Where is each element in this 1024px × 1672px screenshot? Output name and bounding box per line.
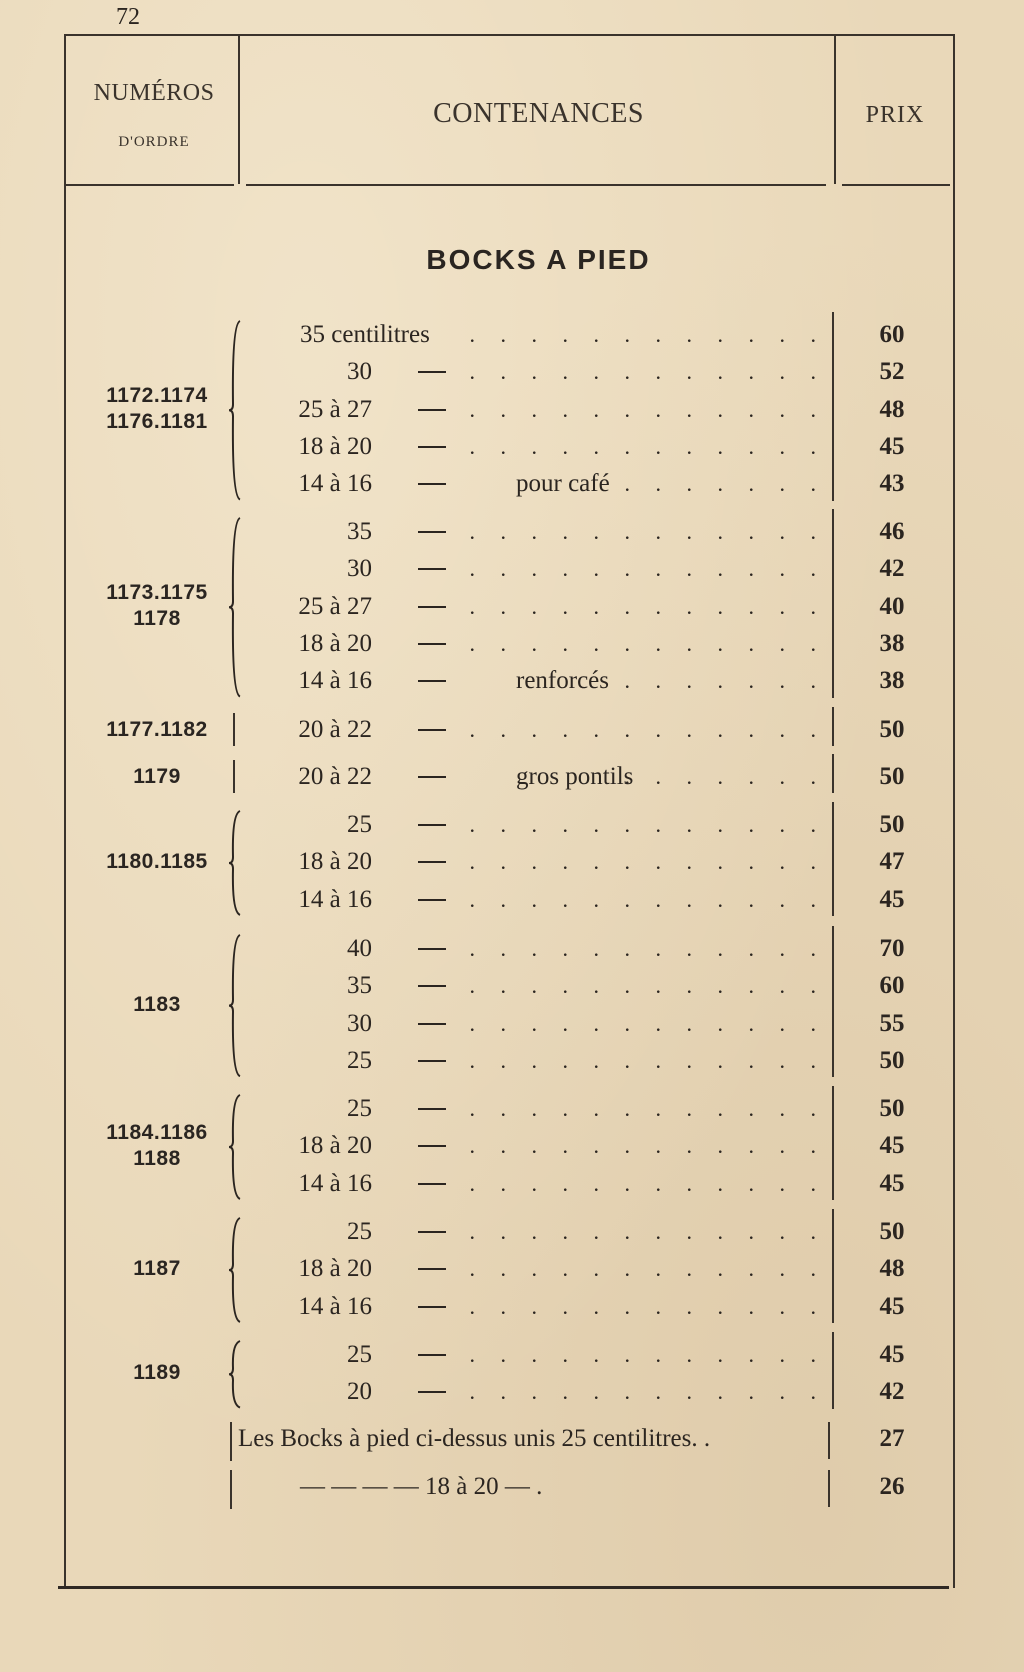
price: 26	[879, 1473, 905, 1500]
table-row	[0, 588, 1024, 625]
capacity: 25	[347, 1046, 372, 1074]
header-divider-left	[238, 36, 240, 184]
capacity: 30	[347, 1009, 372, 1037]
table-row	[0, 550, 1024, 587]
order-number-line: 1180.1185	[106, 849, 208, 873]
price: 48	[879, 1255, 905, 1283]
price-divider	[828, 1422, 830, 1459]
note-text: Les Bocks à pied ci-dessus unis 25 centilitres. .	[238, 1425, 711, 1452]
dot-leader: . . . . . . . . . . . .	[469, 556, 826, 582]
table-row	[0, 1165, 1024, 1202]
header-bottom-rule-2	[246, 184, 826, 186]
dash-mark	[418, 409, 446, 411]
dash-mark	[418, 899, 446, 901]
dot-leader: . . . . . . . . . . . .	[469, 1010, 826, 1036]
capacity: 25 à 27	[298, 592, 372, 620]
capacity: 18 à 20	[298, 629, 372, 657]
dash-mark	[418, 606, 446, 608]
section-title: BOCKS A PIED	[426, 244, 651, 275]
header-prix: PRIX	[865, 102, 925, 128]
table-row	[0, 465, 1024, 502]
dash-mark	[418, 531, 446, 533]
header-ordre: D'ORDRE	[118, 134, 190, 150]
header-bottom-rule-1	[66, 184, 234, 186]
price: 60	[879, 972, 905, 1000]
dash-mark	[418, 1145, 446, 1147]
capacity: 25 à 27	[298, 395, 372, 423]
dot-leader: . . . . . . . . . . . .	[469, 1379, 826, 1405]
order-number-line: 1176.1181	[106, 410, 208, 434]
dash-mark	[418, 371, 446, 373]
note-row	[0, 1420, 1024, 1457]
note-row	[0, 1468, 1024, 1505]
capacity: 30	[347, 555, 372, 583]
capacity: 18 à 20	[298, 432, 372, 460]
table-row	[0, 758, 1024, 795]
dot-leader: . . . . . . .	[624, 668, 826, 694]
dash-mark	[418, 1023, 446, 1025]
dash-mark	[418, 1391, 446, 1393]
price: 45	[879, 885, 905, 913]
price: 45	[879, 1132, 905, 1160]
price: 42	[879, 555, 905, 583]
table-row	[0, 1090, 1024, 1127]
order-number-line: 1188	[133, 1146, 181, 1170]
dot-leader: . . . . . . . . . . . .	[469, 433, 826, 459]
dash-mark	[418, 446, 446, 448]
price: 42	[879, 1378, 905, 1406]
description: gros pontils	[516, 763, 634, 790]
capacity: 14 à 16	[298, 1169, 372, 1197]
capacity: 14 à 16	[298, 1292, 372, 1320]
dash-mark	[418, 776, 446, 778]
price: 46	[879, 518, 905, 545]
dot-leader: . . . . . . . . . . . .	[469, 1133, 826, 1159]
capacity: 18 à 20	[298, 1255, 372, 1283]
capacity: 18 à 20	[298, 848, 372, 876]
capacity: 20	[347, 1378, 372, 1406]
dot-leader: . . . . . . . . . . . .	[469, 630, 826, 656]
capacity: 30	[347, 358, 372, 386]
dot-leader: . . . . . . . . . . . .	[469, 936, 826, 961]
description: pour café	[516, 470, 610, 498]
table-row	[0, 1213, 1024, 1250]
price: 43	[879, 470, 905, 498]
order-number-line: 1177.1182	[106, 717, 208, 741]
dot-leader: . . . . . . . . . . . .	[469, 1342, 826, 1367]
dot-leader: . . . . . . . . . . . .	[469, 322, 826, 347]
dot-leader: . . . . . . . . . . . .	[469, 717, 826, 742]
dot-leader: . . . . . . .	[624, 764, 826, 789]
table-row	[0, 662, 1024, 699]
price: 50	[879, 1218, 905, 1245]
capacity: 25	[347, 1218, 372, 1245]
frame-top-rule	[66, 34, 955, 36]
dot-leader: . . . . . . . . . . . .	[469, 1293, 826, 1319]
table-row	[0, 428, 1024, 465]
order-number-line: 1184.1186	[106, 1120, 208, 1144]
dash-mark	[418, 985, 446, 987]
description: renforcés	[516, 667, 609, 695]
table-row	[0, 806, 1024, 843]
table-row	[0, 1005, 1024, 1042]
dash-mark	[418, 729, 446, 731]
price: 45	[879, 432, 905, 460]
table-row	[0, 513, 1024, 550]
price: 38	[879, 667, 905, 695]
capacity: 25	[347, 1341, 372, 1368]
capacity: 25	[347, 1095, 372, 1122]
dash-mark	[418, 1183, 446, 1185]
dot-leader: . . . . . . . . . . . .	[469, 396, 826, 422]
capacity: 14 à 16	[298, 667, 372, 695]
price: 55	[879, 1009, 905, 1037]
price: 45	[879, 1292, 905, 1320]
dot-leader: . . . . . . . . . . . .	[469, 593, 826, 619]
price: 60	[879, 321, 905, 348]
order-number-line: 1173.1175	[106, 581, 208, 605]
dot-leader: . . . . . . . . . . . .	[469, 849, 826, 875]
table-row	[0, 1127, 1024, 1164]
table-row	[0, 391, 1024, 428]
header-contenances: CONTENANCES	[433, 98, 644, 129]
capacity: 20 à 22	[298, 763, 372, 790]
price: 48	[879, 395, 905, 423]
capacity: 14 à 16	[298, 885, 372, 913]
dash-mark	[418, 1108, 446, 1110]
capacity: 40	[347, 935, 372, 962]
dash-mark	[418, 680, 446, 682]
table-row	[0, 1288, 1024, 1325]
dot-leader: . . . . . . . . . . . .	[469, 1256, 826, 1282]
price: 45	[879, 1169, 905, 1197]
table-row	[0, 1373, 1024, 1410]
order-number-line: 1172.1174	[106, 384, 208, 408]
capacity: 35 centilitres	[300, 321, 430, 348]
table-row	[0, 711, 1024, 748]
table-row	[0, 1336, 1024, 1373]
dash-mark	[418, 948, 446, 950]
order-number-line: 1189	[133, 1361, 181, 1385]
dash-mark	[418, 1306, 446, 1308]
dot-leader: . . . . . . . . . . . .	[469, 1096, 826, 1121]
price: 47	[879, 848, 905, 876]
price: 27	[879, 1425, 905, 1452]
dash-mark	[418, 861, 446, 863]
dot-leader: . . . . . . . . . . . .	[469, 1170, 826, 1196]
dot-leader: . . . . . . .	[624, 471, 826, 497]
capacity: 35	[347, 972, 372, 1000]
dot-leader: . . . . . . . . . . . .	[469, 812, 826, 837]
dash-mark	[418, 1268, 446, 1270]
order-number-line: 1187	[133, 1256, 181, 1280]
price: 45	[879, 1341, 905, 1368]
dash-mark	[418, 1354, 446, 1356]
dot-leader: . . . . . . . . . . . .	[469, 886, 826, 912]
price: 38	[879, 629, 905, 657]
note-text: — — — — 18 à 20 — .	[300, 1473, 543, 1500]
order-number-line: 1178	[133, 607, 181, 631]
dash-mark	[418, 483, 446, 485]
price: 70	[879, 935, 905, 962]
price: 50	[879, 716, 905, 743]
order-number-line: 1183	[133, 992, 181, 1016]
table-row	[0, 881, 1024, 918]
dash-mark	[418, 643, 446, 645]
dot-leader: . . . . . . . . . . . .	[469, 1047, 826, 1073]
dot-leader: . . . . . . . . . . . .	[469, 359, 826, 385]
table-row	[0, 1250, 1024, 1287]
table-row	[0, 353, 1024, 390]
dash-mark	[418, 824, 446, 826]
capacity: 20 à 22	[298, 716, 372, 743]
capacity: 25	[347, 811, 372, 838]
table-row	[0, 930, 1024, 967]
price: 50	[879, 1095, 905, 1122]
page-number: 72	[116, 4, 140, 30]
price: 40	[879, 592, 905, 620]
dash-mark	[418, 1231, 446, 1233]
capacity: 35	[347, 518, 372, 545]
capacity: 14 à 16	[298, 470, 372, 498]
price: 52	[879, 358, 905, 386]
price: 50	[879, 811, 905, 838]
capacity: 18 à 20	[298, 1132, 372, 1160]
order-number-line: 1179	[133, 764, 181, 788]
table-row	[0, 967, 1024, 1004]
table-row	[0, 843, 1024, 880]
table-row	[0, 625, 1024, 662]
frame-bottom-rule	[58, 1586, 949, 1589]
dash-mark	[418, 1060, 446, 1062]
dash-mark	[418, 568, 446, 570]
header-bottom-rule-3	[842, 184, 950, 186]
dot-leader: . . . . . . . . . . . .	[469, 973, 826, 999]
price: 50	[879, 1046, 905, 1074]
table-row	[0, 316, 1024, 353]
dot-leader: . . . . . . . . . . . .	[469, 1219, 826, 1244]
price: 50	[879, 763, 905, 790]
price-divider	[828, 1470, 830, 1507]
table-row	[0, 1042, 1024, 1079]
header-numeros: NUMÉROS	[93, 80, 215, 106]
dot-leader: . . . . . . . . . . . .	[469, 519, 826, 544]
